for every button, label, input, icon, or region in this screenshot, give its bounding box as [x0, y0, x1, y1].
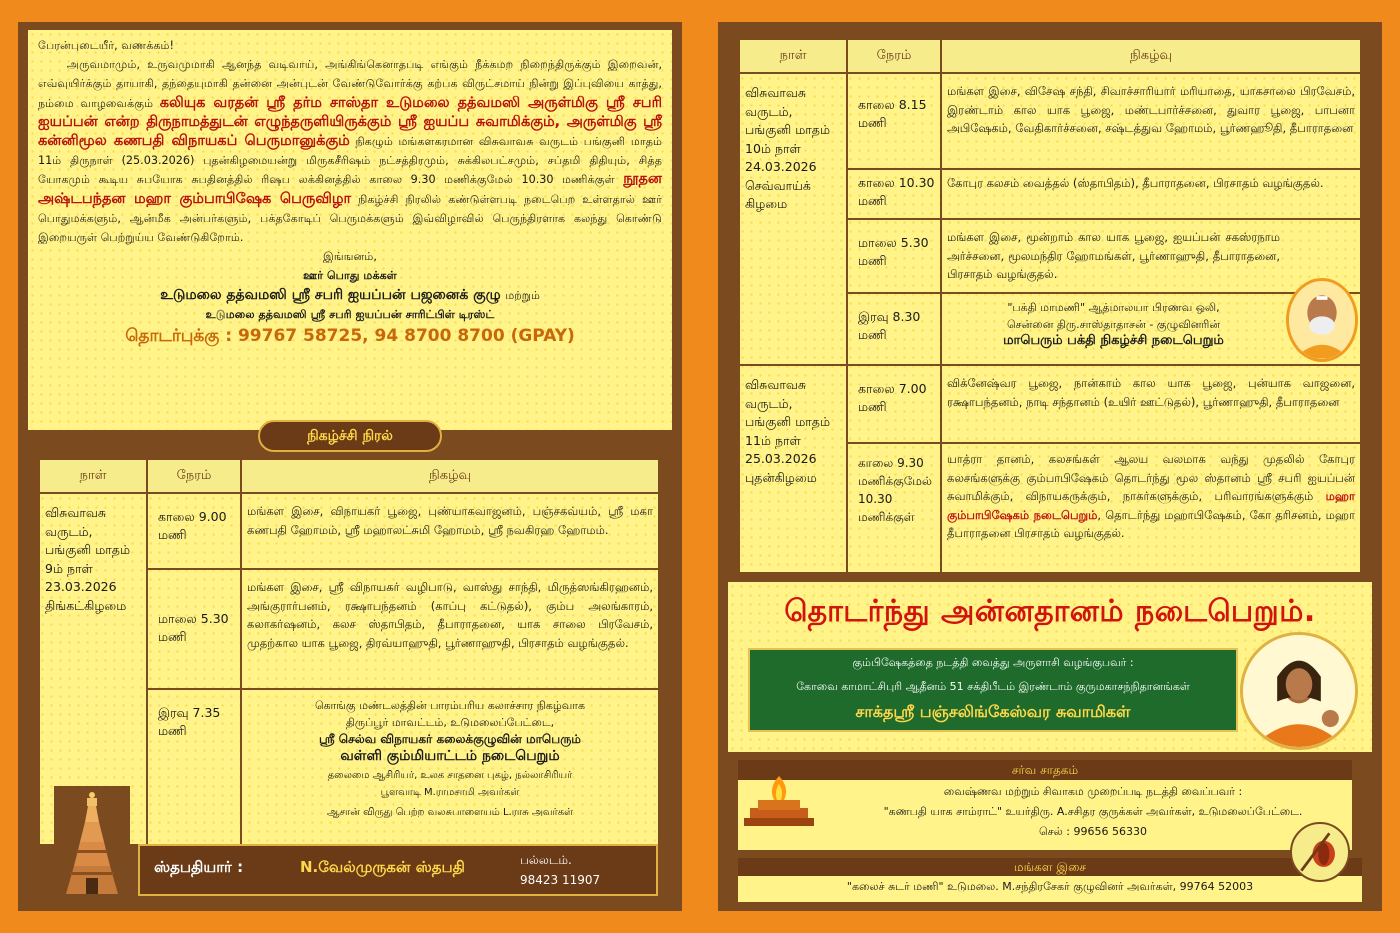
temple-tower-icon: [54, 786, 130, 896]
intro-text-1: அருவமாமும், உருவமுமாகி ஆனந்த வடிவாய், அங்கிங்கெனாதபடி எங்கும் நீக்கமற நிறைந்திருக்கும் இறைவன், எவ்வுயிர்க்கும் தாயாகி, தந்தையுமாகி தன்னை அன்புடன் வேண்டுவோர்க்கு கற்பக விருட்சமாய் நின்று இப்புவியை காத்து, நம்மை வாழவைக்கும்: [38, 58, 662, 110]
sthapathi-location: பல்லடம். 98423 11907: [520, 853, 601, 887]
header-day: நாள்: [39, 459, 147, 493]
bhakthi-event-cell: "பக்தி மாமணி" ஆத்மாலயா பிரணவ ஒலி, சென்னை திரு.சாஸ்தாதாசன் - குழுவினரின் மாபெரும் பக்தி நிகழ்ச்சி நடைபெறும்: [941, 293, 1361, 365]
sarva-line-2: "கணபதி யாக சாம்ராட்" உயர்திரு. A.சசிதர குருக்கள் அவர்கள், உடுமலைப்பேட்டை.: [883, 805, 1303, 818]
event-cell: கோபுர கலசம் வைத்தல் (ஸ்தாபிதம்), தீபாராதனை, பிரசாதம் வழங்குதல்.: [941, 169, 1361, 219]
header-time: நேரம்: [847, 39, 941, 73]
festival-highlight: நூதன அஷ்டபந்தன மஹா கும்பாபிஷேக பெருவிழா: [38, 171, 662, 207]
yagam-fire-icon: [744, 772, 814, 828]
swami-portrait-icon: [1240, 632, 1358, 750]
sthapathi-label: ஸ்தபதியார் :: [154, 858, 244, 876]
day-cell-2: விசுவாவசு வருடம், பங்குனி மாதம் 10ம் நாள் 24.03.2026 செவ்வாய்க் கிழமை: [739, 73, 847, 365]
blessing-line-1: கும்பிஷேகத்தை நடத்தி வைத்து அருளாசி வழங்குபவர் :: [852, 656, 1134, 669]
time-cell: காலை 7.00 மணி: [847, 365, 941, 443]
header-event: நிகழ்வு: [941, 39, 1361, 73]
schedule-table-right: [738, 38, 1362, 574]
event-cell: மங்கள இசை, ஸ்ரீ விநாயகர் வழிபாடு, வாஸ்து சாந்தி, மிருத்ஸங்கிரஹனம், அங்குரார்பனம், ரக்ஷாபந்தனம் (காப்பு கட்டுதல்), கும்ப அலங்காரம், கலாகர்ஷனம், கலச ஸ்தாபிதம், தீபாராதனை, யாக சாலை பிரவேசம், முதற்கால யாக பூஜை, திரவ்யாஹுதி, பூர்ணாஹுதி, பிரசாதம் வழங்குதல்.: [241, 569, 659, 689]
time-cell: காலை 8.15 மணி: [847, 73, 941, 169]
time-cell: காலை 9.30 மணிக்குமேல் 10.30 மணிக்குள்: [847, 443, 941, 573]
sarva-phone: செல் : 99656 56330: [1039, 825, 1147, 838]
sarva-line-1: வைஷ்ணவ மற்றும் சிவாகம முறைப்படி நடத்தி வைப்பவர் :: [943, 785, 1243, 798]
intro-text-2: நிகழும் மங்களகரமான விசுவாவசு வருடம் பங்குனி மாதம் 11ம் திருநாள் (25.03.2026) புதன்கிழமையன்று மிருகசீரிஷம் நட்சத்திரமும், சுக்கிலபட்சமும், சப்தமி திதியும், சித்த யோகமும் கூடிய சுபயோக சுபதினத்தில் ரிஷப லக்கினத்தில் காலை 9.30 மணிக்குமேல் 10.30 மணிக்குள்: [38, 135, 662, 187]
sarva-sadhagam-box: [738, 760, 1352, 850]
guru-portrait-icon: [1286, 278, 1358, 362]
intro-text-3: நிகழ்ச்சி நிரலில் கண்டுள்ளபடி நடைபெற உள்ளதால் ஊர் பொதுமக்களும், ஆன்மீக அன்பர்களும், பக்தகோடிப் பெருமக்களும் இவ்விழாவில் பெருந்திரளாக கலந்து கொண்டு இறையருள் பெற்றுய்ய வேண்டுகிறோம்.: [38, 192, 662, 245]
time-cell: மாலை 5.30 மணி: [847, 219, 941, 293]
nadaswaram-drum-icon: [1290, 822, 1350, 882]
left-page: [18, 22, 682, 911]
event-cell: மங்கள இசை, விசேஷ சந்தி, சிவாச்சாரியார் மரியாதை, யாகசாலை பிரவேசம், இரண்டாம் கால யாக பூஜை, மண்டபார்ச்சனை, துவார பூஜை, பாபனா அபிஷேகம், வேதிகார்ச்சனை, சஷ்டத்துவ ஹோமம், பூர்ணஹூதி, தீபாராதனை: [941, 73, 1361, 169]
sign-group-2: உடுமலை தத்வமஸி ஸ்ரீ சபரி ஐயப்பன் சாரிட்பிள் டிரஸ்ட்: [205, 307, 495, 321]
event-cell: மங்கள இசை, விநாயகர் பூஜை, புண்யாகவாஜனம், பஞ்சகவ்யம், ஸ்ரீ மகா கணபதி ஹோமம், ஸ்ரீ மஹாலட்சுமி ஹோமம், ஸ்ரீ நவகிரஹ ஹோமம்.: [241, 493, 659, 569]
event-cell: மங்கள இசை, மூன்றாம் கால யாக பூஜை, ஐயப்பன் சகஸ்ரநாம அர்ச்சனை, மூலமந்திர ஹோமங்கள், பூர்ணாஹுதி, தீபாராதனை, பிரசாதம் வழங்குதல்.: [941, 219, 1361, 293]
schedule-table-left: [38, 458, 660, 846]
time-cell: காலை 9.00 மணி: [147, 493, 241, 569]
invitation-intro: [28, 30, 672, 430]
blessing-name: சாக்தஸ்ரீ பஞ்சலிங்கேஸ்வர சுவாமிகள்: [855, 702, 1131, 721]
program-title: நிகழ்ச்சி நிரல்: [258, 420, 442, 452]
event-cell: விக்னேஷ்வர பூஜை, நான்காம் கால யாக பூஜை, புன்யாக வாஜனை, ரக்ஷாபந்தனம், நாடி சந்தானம் (உயிர் ஊட்டுதல்), பூர்ணாஹுதி, தீபாராதனை: [941, 365, 1361, 443]
sign-group-1: உடுமலை தத்வமஸி ஸ்ரீ சபரி ஐயப்பன் பஜனைக் குழு மற்றும்: [160, 286, 540, 303]
annadhanam-title: தொடர்ந்து அன்னதானம் நடைபெறும்.: [784, 594, 1316, 629]
main-event-cell: யாத்ரா தானம், கலசங்கள் ஆலய வலமாக வந்து முதலில் கோபுர கலசங்களுக்கு கும்பாபிஷேகம் தொடர்ந்து மூல ஸ்தானம் ஸ்ரீ சபரி ஐயப்பன் சுவாமிக்கும், விநாயகருக்கும், நாகர்களுக்கும், பரிவாரங்களுக்கும் மஹா கும்பாபிஷேகம் நடைபெறும், தொடர்ந்து மஹாபிஷேகம், கோ தரிசனம், மஹா தீபாராதனை பிரசாதம் வழங்குதல்.: [941, 443, 1361, 573]
sthapathi-banner: [138, 844, 658, 896]
right-page: [718, 22, 1382, 911]
header-day: நாள்: [739, 39, 847, 73]
header-time: நேரம்: [147, 459, 241, 493]
invitation-paragraph: [38, 55, 662, 247]
blessing-banner: [748, 648, 1238, 732]
header-event: நிகழ்வு: [241, 459, 659, 493]
time-cell: இரவு 8.30 மணி: [847, 293, 941, 365]
mangala-isai-box: [738, 858, 1362, 902]
contact-line: தொடர்புக்கு : 99767 58725, 94 8700 8700 (GPAY): [125, 326, 575, 347]
blessing-line-2: கோவை காமாட்சிபுரி ஆதீனம் 51 சக்திபீடம் இரண்டாம் குருமகாசந்நிதானங்கள்: [796, 680, 1190, 693]
day-cell-1: விசுவாவசு வருடம், பங்குனி மாதம் 9ம் நாள் 23.03.2026 திங்கட்கிழமை: [39, 493, 147, 845]
mangala-title: மங்கள இசை: [738, 858, 1362, 876]
time-cell: மாலை 5.30 மணி: [147, 569, 241, 689]
annadhanam-section: [728, 582, 1372, 752]
day-cell-3: விசுவாவசு வருடம், பங்குனி மாதம் 11ம் நாள் 25.03.2026 புதன்கிழமை: [739, 365, 847, 573]
greeting: பேரன்புடையீர், வணக்கம்!: [38, 39, 175, 52]
sign-public: ஊர் பொது மக்கள்: [303, 269, 397, 283]
mangala-line: "கலைச் சுடர் மணி" உடுமலை. M.சந்திரசேகர் குழுவினர் அவர்கள், 99764 52003: [846, 880, 1254, 893]
time-cell: காலை 10.30 மணி: [847, 169, 941, 219]
sign-intro: இங்ஙனம்,: [323, 250, 377, 264]
deity-highlight: கலியுக வரதன் ஸ்ரீ தர்ம சாஸ்தா உடுமலை தத்வமஸி அருள்மிகு ஸ்ரீ சபரி ஐயப்பன் என்ற திருநாமத்துடன் எழுந்தருளியிருக்கும் ஸ்ரீ ஐயப்ப சுவாமிக்கும், அருள்மிகு ஸ்ரீ கன்னிமூல கணபதி விநாயகப் பெருமானுக்கும்: [38, 94, 663, 150]
sarva-title: சர்வ சாதகம்: [738, 760, 1352, 780]
time-cell: இரவு 7.35 மணி: [147, 689, 241, 845]
night-event-cell: கொங்கு மண்டலத்தின் பாரம்பரிய கலாச்சார நிகழ்வாக திருப்பூர் மாவட்டம், உடுமலைப்பேட்டை, ஸ்ரீ செல்வ விநாயகர் கலைக்குழுவின் மாபெரும் வள்ளி கும்மியாட்டம் நடைபெறும் தலைமை ஆசிரியர், உலக சாதனை புகழ், நல்லாசிரியர் பூளவாடி M.ராமசாமி அவர்கள் ஆசான் விருது பெற்ற வலசுபாளையம் L.ராசு அவர்கள்: [241, 689, 659, 845]
sthapathi-name: N.வேல்முருகன் ஸ்தபதி: [300, 858, 465, 876]
